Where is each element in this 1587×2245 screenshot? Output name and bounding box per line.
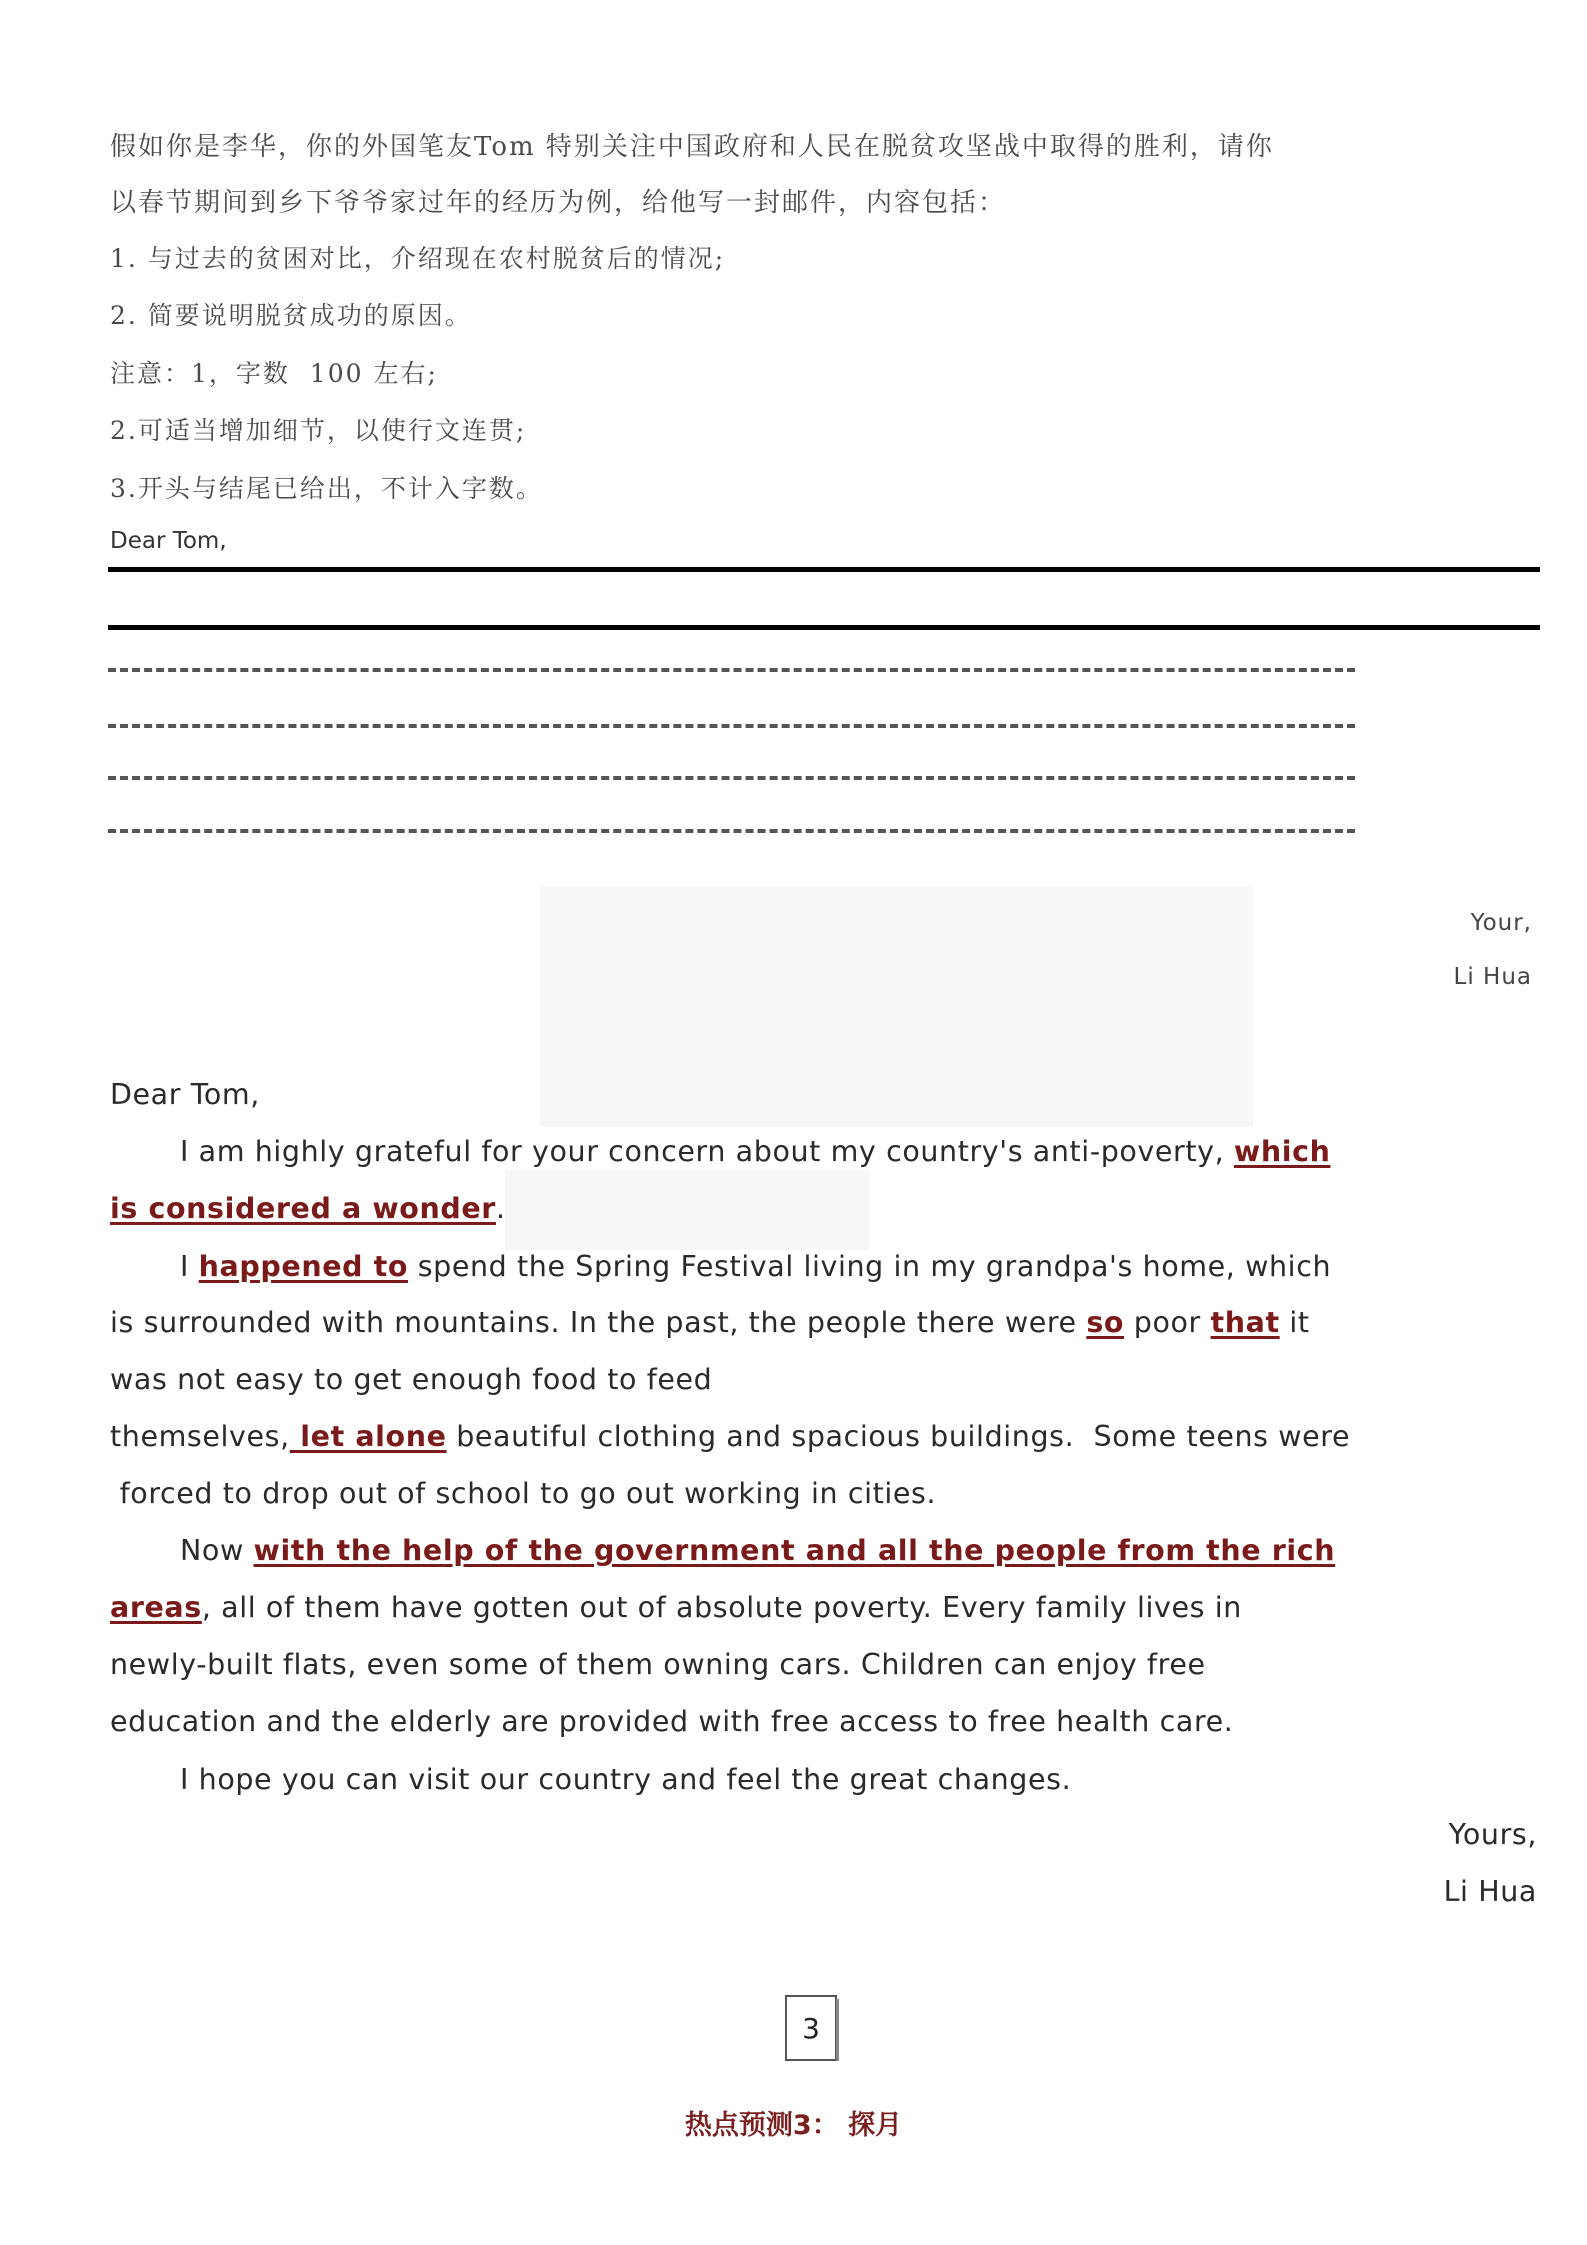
letter-text: beautiful clothing and spacious buildings. Some teens were: [446, 1420, 1351, 1453]
letter-salutation: Dear Tom,: [110, 1078, 260, 1111]
answer-line-dashed-2: [108, 724, 1355, 728]
letter-line: [110, 1591, 1242, 1624]
highlighted-phrase: so: [1086, 1306, 1125, 1339]
highlighted-phrase: areas: [110, 1591, 202, 1624]
letter-signature: Li Hua: [1443, 1875, 1537, 1908]
letter-text: is surrounded with mountains. In the past, the people there were: [110, 1306, 1087, 1339]
letter-text: I: [180, 1250, 199, 1283]
next-section-title: 热点预测3： 探月: [684, 2110, 903, 2141]
prompt-line-1: 假如你是李华，你的外国笔友Tom 特别关注中国政府和人民在脱贫攻坚战中取得的胜利，请你: [110, 132, 1274, 162]
letter-text: forced to drop out of school to go out working in cities.: [110, 1477, 937, 1510]
letter-line: [110, 1363, 712, 1396]
letter-text: , all of them have gotten out of absolute poverty. Every family lives in: [201, 1591, 1242, 1624]
letter-line: [110, 1648, 1206, 1681]
letter-text: I am highly grateful for your concern about my country's anti-poverty,: [180, 1135, 1234, 1168]
prompt-note-3: 3.开头与结尾已给出，不计入字数。: [110, 474, 543, 503]
watermark-patch-small: [505, 1170, 870, 1250]
letter-text: themselves,: [110, 1420, 290, 1453]
letter-text: newly-built flats, even some of them owning cars. Children can enjoy free: [110, 1648, 1206, 1681]
prompt-closing: Your,: [1470, 910, 1532, 936]
prompt-requirement-2: 2. 简要说明脱贫成功的原因。: [110, 301, 472, 330]
prompt-line-2: 以春节期间到乡下爷爷家过年的经历为例，给他写一封邮件，内容包括：: [110, 188, 1007, 218]
letter-line: [180, 1135, 1330, 1168]
letter-closing: Yours,: [1448, 1818, 1537, 1851]
answer-line-dashed-3: [108, 776, 1355, 780]
letter-text: I hope you can visit our country and feel the great changes.: [180, 1763, 1072, 1796]
prompt-note-2: 2.可适当增加细节，以使行文连贯;: [110, 416, 527, 445]
prompt-requirement-1: 1. 与过去的贫困对比，介绍现在农村脱贫后的情况;: [110, 244, 726, 273]
letter-line: [180, 1534, 1335, 1567]
highlighted-phrase: with the help of the government and all the people from the rich: [253, 1534, 1336, 1567]
letter-line: [180, 1250, 1331, 1283]
highlighted-phrase: is considered a wonder: [110, 1192, 496, 1225]
highlighted-phrase: happened to: [198, 1250, 409, 1283]
answer-line-thick-1: [108, 567, 1540, 572]
highlighted-phrase: that: [1210, 1306, 1280, 1339]
letter-line: [180, 1763, 1071, 1796]
highlighted-phrase: let alone: [289, 1420, 447, 1453]
answer-line-thick-2: [108, 625, 1540, 630]
watermark-patch: [540, 887, 1253, 1127]
letter-text: it: [1279, 1306, 1310, 1339]
letter-line: [110, 1705, 1233, 1738]
answer-line-dashed-1: [108, 668, 1355, 672]
page-number-box: [785, 1995, 837, 2061]
letter-text: spend the Spring Festival living in my grandpa's home, which: [408, 1250, 1332, 1283]
letter-line: [110, 1192, 506, 1225]
prompt-note-1: 注意：1，字数 100 左右;: [110, 359, 438, 388]
letter-line: [110, 1420, 1350, 1453]
prompt-signature: Li Hua: [1453, 964, 1532, 990]
letter-text: poor: [1124, 1306, 1211, 1339]
answer-line-dashed-4: [108, 829, 1355, 833]
letter-text: was not easy to get enough food to feed: [110, 1363, 713, 1396]
letter-line: [110, 1477, 936, 1510]
page-number: 3: [802, 2011, 820, 2045]
letter-line: [110, 1306, 1310, 1339]
highlighted-phrase: which: [1233, 1135, 1331, 1168]
letter-text: education and the elderly are provided with free access to free health care.: [110, 1705, 1234, 1738]
letter-text: Now: [180, 1534, 254, 1567]
letter-text: .: [495, 1192, 506, 1225]
prompt-salutation: Dear Tom,: [110, 528, 227, 554]
